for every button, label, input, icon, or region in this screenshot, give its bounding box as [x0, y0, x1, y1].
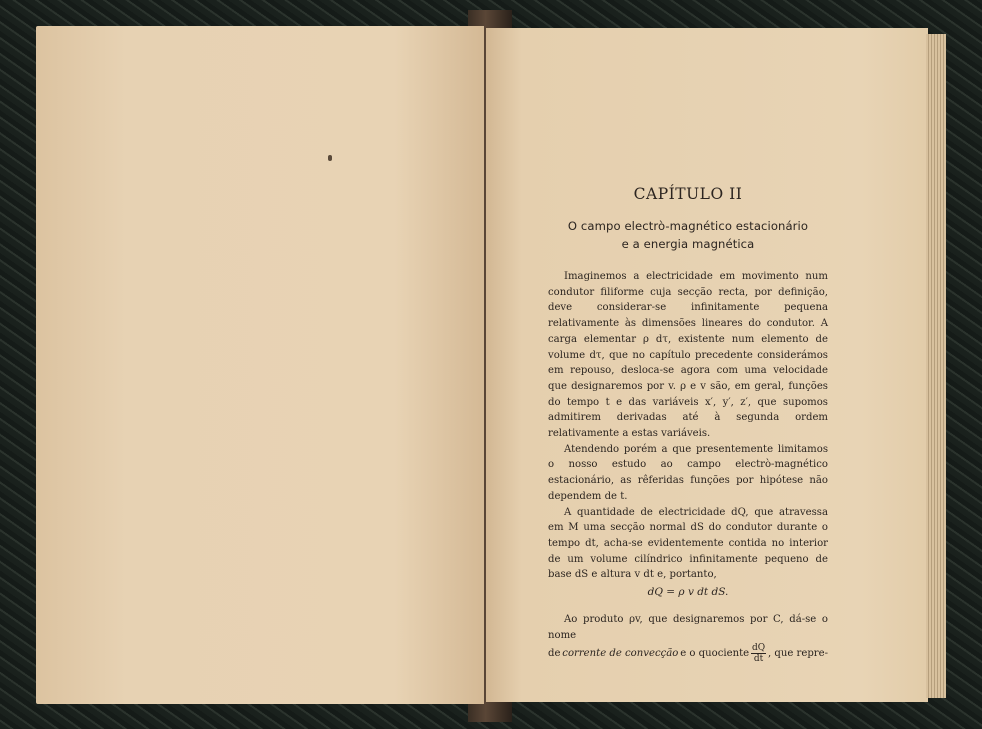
- p5-end: , que repre-: [767, 648, 828, 660]
- fraction-numerator: dQ: [751, 643, 766, 654]
- equation-dq: dQ = ρ v dt dS.: [647, 586, 729, 599]
- paragraph-2: Atendendo porém a que presentemente limitamos o nosso estudo ao campo electrò-magnético estacionário, as rêferidas funções por hipótese não dependem de t.: [548, 443, 828, 502]
- chapter-heading: CAPÍTULO II: [633, 185, 743, 203]
- page-edges: [926, 34, 946, 698]
- ink-spot: [328, 155, 332, 161]
- paragraph-1: Imaginemos a electricidade em movimento num condutor filiforme cuja secção recta, por definição, deve considerar-se infinitamente pequena relativamente às dimensões lineares do condutor. A carga elementar ρ dτ, existente num elemento de volume dτ, que no capítulo precedente considerámos em repouso, desloca-se agora com uma velocidade que designaremos por v. ρ e v são, em geral, funções do tempo t e das variáveis x′, y′, z′, que supomos admitirem derivadas até à segunda ordem relativamente a estas variáveis.: [548, 271, 828, 440]
- p5-start: de: [548, 648, 561, 660]
- fraction-denominator: dt: [753, 654, 764, 665]
- page-text: [548, 185, 828, 664]
- left-page: [36, 26, 484, 704]
- subtitle-line-1: O campo electrò-magnético estacionário: [567, 219, 809, 233]
- p5-middle: e o quociente: [680, 648, 750, 660]
- paragraph-3: A quantidade de electricidade dQ, que atravessa em M uma secção normal dS do condutor durante o tempo dt, acha-se evidentemente contida no interior de um volume cilíndrico infinitamente pequeno de base dS e altura v dt e, portanto,: [548, 506, 828, 581]
- paragraph-4: Ao produto ρv, que designaremos por C, dá-se o nome: [548, 614, 828, 641]
- subtitle-line-2: e a energia magnética: [621, 237, 755, 251]
- paragraph-5: [548, 643, 828, 664]
- p5-italic-term: corrente de convecção: [562, 648, 679, 660]
- fraction-dq-dt: [751, 643, 766, 664]
- chapter-subtitle: [548, 217, 828, 253]
